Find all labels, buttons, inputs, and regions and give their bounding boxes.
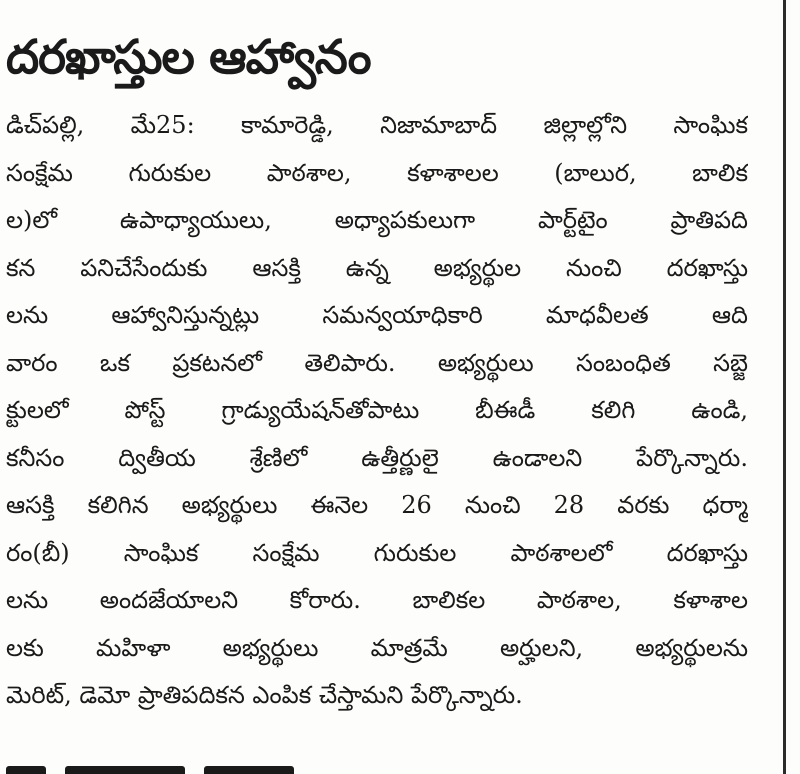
article-line: వారం ఒక ప్రకటనలో తెలిపారు. అభ్యర్థులు సంబంధిత సబ్జె <box>6 348 748 377</box>
cropped-glyph <box>6 766 46 774</box>
article-line: క్టులలో పోస్ట్ గ్రాడ్యుయేషన్‌తోపాటు బీఈడీ కలిగి ఉండి, <box>6 396 748 424</box>
cropped-glyph <box>65 766 185 774</box>
article-line: కనీసం ద్వితీయ శ్రేణిలో ఉత్తీర్ణులై ఉండాలని పేర్కొన్నారు. <box>6 443 748 472</box>
article-line: లను ఆహ్వానిస్తున్నట్లు సమన్వయాధికారి మాధవీలత ఆది <box>6 301 748 329</box>
article-line: రం(బీ) సాంఘిక సంక్షేమ గురుకుల పాఠశాలలో దరఖాస్తు <box>6 538 748 567</box>
article-headline: దరఖాస్తుల ఆహ్వానం <box>6 30 371 85</box>
article-line: లకు మహిళా అభ్యర్థులు మాత్రమే అర్హులని, అభ్యర్థులను <box>6 633 748 662</box>
article-line: సంక్షేమ గురుకుల పాఠశాల, కళాశాలల (బాలుర, బాలిక <box>6 158 748 187</box>
article-body <box>6 102 748 720</box>
cropped-glyph <box>204 766 294 774</box>
article-line: ఆసక్తి కలిగిన అభ్యర్థులు ఈనెల 26 నుంచి 28 వరకు ధర్మా <box>6 491 748 519</box>
article-line: కన పనిచేసేందుకు ఆసక్తి ఉన్న అభ్యర్థుల నుంచి దరఖాస్తు <box>6 253 748 282</box>
article-line: లను అందజేయాలని కోరారు. బాలికల పాఠశాల, కళాశాల <box>6 586 748 614</box>
article-line: డిచ్‌పల్లి, మే25: కామారెడ్డి, నిజామాబాద్ జిల్లాల్లోని సాంఘిక <box>6 111 748 139</box>
article-line: మెరిట్, డెమో ప్రాతిపదికన ఎంపిక చేస్తామని పేర్కొన్నారు. <box>6 681 523 709</box>
next-article-headline-fragment <box>6 758 748 774</box>
article-line: ల)లో ఉపాధ్యాయులు, అధ్యాపకులుగా పార్ట్‌టైం ప్రాతిపది <box>6 206 748 234</box>
column-divider <box>783 0 786 774</box>
news-article <box>6 28 748 720</box>
